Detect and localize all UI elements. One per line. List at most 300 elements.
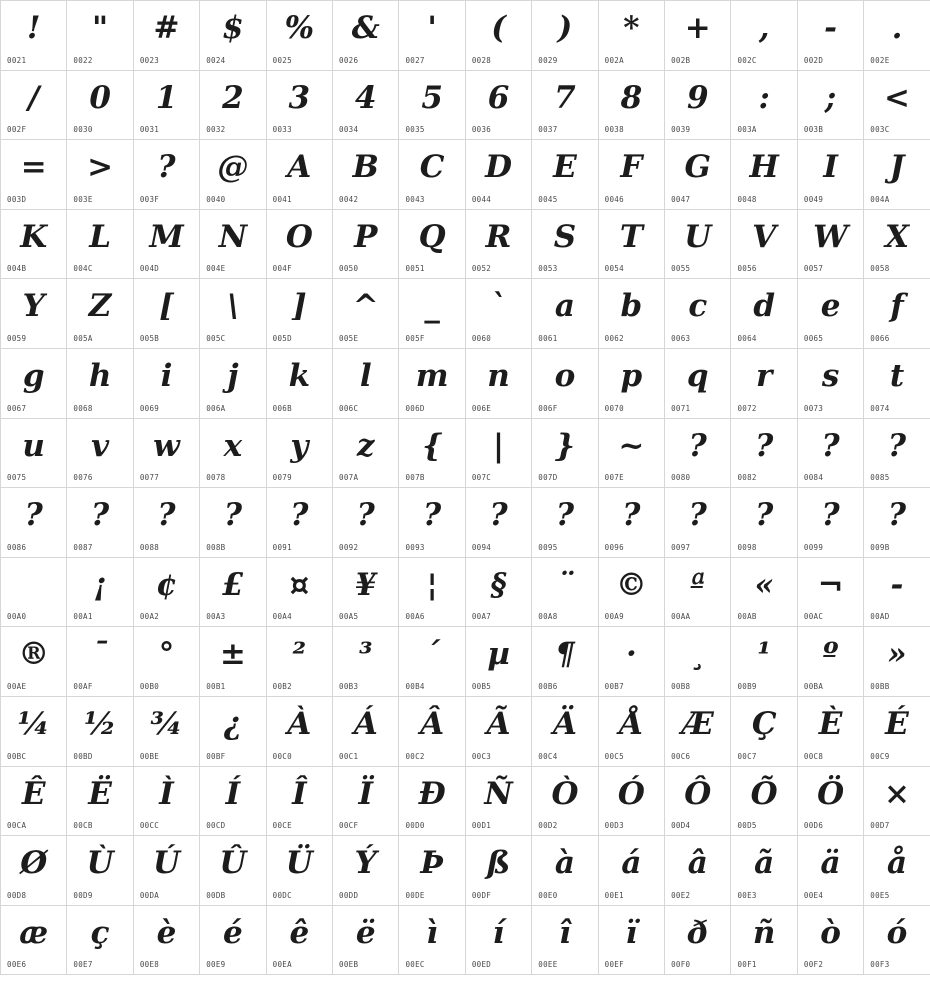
character-codepoint: 00DD [339,890,359,900]
character-cell[interactable] [1,1,67,71]
character-cell[interactable] [731,627,797,697]
character-glyph: > [87,149,114,186]
character-cell[interactable] [864,697,930,767]
character-cell[interactable] [67,488,133,558]
character-cell[interactable] [864,1,930,71]
character-cell[interactable] [200,140,266,210]
character-cell[interactable] [532,836,598,906]
character-cell[interactable] [864,488,930,558]
character-glyph: L [89,218,111,255]
character-cell[interactable] [665,906,731,976]
character-glyph: ! [26,10,41,46]
character-glyph: ª [690,566,706,603]
character-cell[interactable] [599,906,665,976]
character-cell[interactable] [67,558,133,628]
character-cell[interactable] [798,419,864,489]
character-cell[interactable] [599,627,665,697]
character-codepoint: 0034 [339,125,359,135]
character-cell[interactable] [67,767,133,837]
character-cell[interactable] [399,419,465,489]
character-cell[interactable] [1,558,67,628]
character-cell[interactable] [665,349,731,419]
character-cell[interactable] [466,697,532,767]
character-cell[interactable] [134,906,200,976]
character-cell[interactable] [1,906,67,976]
character-cell[interactable] [532,488,598,558]
character-glyph: ¿ [223,705,242,742]
character-glyph: å [886,845,908,882]
character-cell[interactable] [267,71,333,141]
character-cell[interactable] [134,210,200,280]
character-cell[interactable] [599,419,665,489]
character-cell[interactable] [333,767,399,837]
character-cell[interactable] [466,71,532,141]
character-codepoint: 0053 [538,264,558,274]
character-codepoint: 00A7 [471,612,492,622]
character-cell[interactable] [731,836,797,906]
character-codepoint: 00E5 [870,890,890,900]
character-glyph: À [287,705,312,742]
character-glyph: \ [227,288,239,325]
character-cell[interactable] [267,419,333,489]
character-cell[interactable] [399,697,465,767]
character-codepoint: 0086 [7,542,27,552]
character-cell[interactable] [532,697,598,767]
character-cell[interactable] [333,697,399,767]
character-codepoint: 00D6 [803,821,824,831]
character-cell[interactable] [599,140,665,210]
character-cell[interactable] [333,488,399,558]
character-glyph: h [88,357,112,394]
character-cell[interactable] [200,419,266,489]
character-cell[interactable] [333,558,399,628]
character-cell[interactable] [134,419,200,489]
character-cell[interactable] [466,1,532,71]
character-codepoint: 00D7 [870,821,890,831]
character-cell[interactable] [1,836,67,906]
character-cell[interactable] [67,627,133,697]
character-codepoint: 00F2 [803,960,824,970]
character-cell[interactable] [67,836,133,906]
character-cell[interactable] [599,767,665,837]
character-glyph: ? [755,427,774,464]
character-cell[interactable] [134,71,200,141]
character-cell[interactable] [267,697,333,767]
character-cell[interactable] [731,419,797,489]
character-cell[interactable] [399,279,465,349]
character-codepoint: 0088 [139,542,160,552]
character-glyph: n [487,357,510,394]
character-cell[interactable] [67,1,133,71]
character-codepoint: 0061 [538,333,558,343]
character-cell[interactable] [466,279,532,349]
character-cell[interactable] [532,210,598,280]
character-cell[interactable] [532,140,598,210]
character-glyph: ^ [352,288,379,325]
character-cell[interactable] [1,419,67,489]
character-codepoint: 00C1 [339,751,359,761]
character-cell[interactable] [333,1,399,71]
character-cell[interactable] [466,836,532,906]
character-cell[interactable] [731,906,797,976]
character-codepoint: 00C4 [538,751,558,761]
character-cell[interactable] [399,140,465,210]
character-cell[interactable] [399,627,465,697]
character-cell[interactable] [134,558,200,628]
character-cell[interactable] [532,419,598,489]
character-codepoint: 005D [272,333,292,343]
character-glyph: © [615,566,647,603]
character-glyph: z [356,427,375,464]
character-cell[interactable] [532,767,598,837]
character-cell[interactable] [798,627,864,697]
character-cell[interactable] [333,210,399,280]
character-glyph: g [22,357,45,394]
character-codepoint: 0048 [737,194,757,204]
character-codepoint: 00D3 [604,821,624,831]
character-cell[interactable] [798,906,864,976]
character-cell[interactable] [798,140,864,210]
character-cell[interactable] [599,210,665,280]
character-cell[interactable] [466,767,532,837]
character-cell[interactable] [200,627,266,697]
character-cell[interactable] [1,71,67,141]
character-cell[interactable] [67,140,133,210]
character-cell[interactable] [267,140,333,210]
character-codepoint: 00E7 [73,960,93,970]
character-cell[interactable] [333,349,399,419]
character-cell[interactable] [466,210,532,280]
character-codepoint: 00EC [405,960,425,970]
character-glyph: * [623,10,640,46]
character-cell[interactable] [200,279,266,349]
character-codepoint: 005C [206,333,226,343]
character-cell[interactable] [333,140,399,210]
character-cell[interactable] [466,488,532,558]
character-cell[interactable] [134,279,200,349]
character-glyph: P [354,218,378,255]
character-glyph: / [28,79,40,116]
character-cell[interactable] [731,210,797,280]
character-glyph: + [684,10,711,46]
character-cell[interactable] [200,488,266,558]
character-cell[interactable] [466,906,532,976]
character-cell[interactable] [864,836,930,906]
character-codepoint: 0043 [405,194,425,204]
character-cell[interactable] [267,767,333,837]
character-glyph: d [753,288,776,325]
character-cell[interactable] [200,349,266,419]
character-cell[interactable] [599,279,665,349]
character-cell[interactable] [399,558,465,628]
character-codepoint: 0072 [737,403,757,413]
character-cell[interactable] [67,906,133,976]
character-cell[interactable] [1,349,67,419]
character-glyph: t [889,357,905,394]
character-cell[interactable] [532,558,598,628]
character-cell[interactable] [665,697,731,767]
character-cell[interactable] [1,210,67,280]
character-cell[interactable] [399,349,465,419]
character-cell[interactable] [864,349,930,419]
character-codepoint: 00B7 [604,681,624,691]
character-cell[interactable] [798,71,864,141]
character-codepoint: 00DF [471,890,492,900]
character-cell[interactable] [200,836,266,906]
character-cell[interactable] [200,71,266,141]
character-codepoint: 00F1 [737,960,757,970]
character-cell[interactable] [267,488,333,558]
character-glyph: J [889,149,905,186]
character-cell[interactable] [532,349,598,419]
character-cell[interactable] [67,349,133,419]
character-glyph: D [485,149,512,186]
character-cell[interactable] [399,767,465,837]
character-codepoint: 005F [405,333,425,343]
character-codepoint: 00DA [139,890,160,900]
character-cell[interactable] [1,627,67,697]
character-cell[interactable] [864,140,930,210]
character-glyph: Þ [420,845,444,882]
character-cell[interactable] [67,71,133,141]
character-cell[interactable] [864,71,930,141]
character-cell[interactable] [798,210,864,280]
character-cell[interactable] [267,627,333,697]
character-glyph: ~ [618,427,645,464]
character-codepoint: 00EA [272,960,292,970]
character-codepoint: 00D9 [73,890,93,900]
character-cell[interactable] [532,1,598,71]
character-glyph: à [554,845,575,882]
character-cell[interactable] [333,419,399,489]
character-cell[interactable] [731,488,797,558]
character-codepoint: 003A [737,125,757,135]
character-glyph: Ç [751,705,777,742]
character-cell[interactable] [67,279,133,349]
character-glyph: < [883,79,910,116]
character-cell[interactable] [466,558,532,628]
character-cell[interactable] [731,349,797,419]
character-cell[interactable] [1,697,67,767]
character-cell[interactable] [731,140,797,210]
character-cell[interactable] [267,279,333,349]
character-cell[interactable] [200,697,266,767]
character-codepoint: 0079 [272,473,292,483]
character-glyph: @ [217,149,249,186]
character-cell[interactable] [599,1,665,71]
character-codepoint: 004E [206,264,226,274]
character-codepoint: 00D2 [538,821,558,831]
character-cell[interactable] [333,906,399,976]
character-cell[interactable] [399,210,465,280]
character-cell[interactable] [665,140,731,210]
character-cell[interactable] [134,767,200,837]
character-cell[interactable] [134,836,200,906]
character-cell[interactable] [798,349,864,419]
character-cell[interactable] [532,906,598,976]
character-glyph: ` [490,288,507,325]
character-cell[interactable] [665,279,731,349]
character-glyph: ð [687,914,709,951]
character-cell[interactable] [1,140,67,210]
character-codepoint: 0085 [870,473,890,483]
character-cell[interactable] [599,349,665,419]
character-cell[interactable] [1,279,67,349]
character-cell[interactable] [333,279,399,349]
character-cell[interactable] [466,627,532,697]
character-cell[interactable] [399,488,465,558]
character-cell[interactable] [466,140,532,210]
character-cell[interactable] [599,71,665,141]
character-cell[interactable] [200,1,266,71]
character-cell[interactable] [399,1,465,71]
character-cell[interactable] [864,627,930,697]
character-cell[interactable] [665,767,731,837]
character-cell[interactable] [399,71,465,141]
character-cell[interactable] [333,71,399,141]
character-codepoint: 00DC [272,890,292,900]
character-cell[interactable] [1,767,67,837]
character-codepoint: 0046 [604,194,624,204]
character-glyph: Ô [684,775,712,812]
character-cell[interactable] [532,627,598,697]
character-cell[interactable] [665,419,731,489]
character-cell[interactable] [665,627,731,697]
character-cell[interactable] [532,279,598,349]
character-glyph: ] [291,288,307,325]
character-glyph: ´ [424,636,440,673]
character-glyph: ï [625,914,638,951]
character-cell[interactable] [134,627,200,697]
character-cell[interactable] [399,836,465,906]
character-cell[interactable] [466,349,532,419]
character-cell[interactable] [798,1,864,71]
character-codepoint: 0087 [73,542,93,552]
character-codepoint: 00B5 [471,681,492,691]
character-cell[interactable] [665,71,731,141]
character-codepoint: 00E4 [803,890,824,900]
character-codepoint: 004B [7,264,27,274]
character-cell[interactable] [134,488,200,558]
character-cell[interactable] [864,279,930,349]
character-cell[interactable] [798,558,864,628]
character-cell[interactable] [731,1,797,71]
character-cell[interactable] [134,140,200,210]
character-cell[interactable] [798,488,864,558]
character-cell[interactable] [599,836,665,906]
character-cell[interactable] [798,767,864,837]
character-cell[interactable] [267,906,333,976]
character-cell[interactable] [200,906,266,976]
character-glyph: § [490,566,507,603]
character-glyph: f [890,288,904,325]
character-cell[interactable] [798,697,864,767]
character-glyph: r [756,357,773,394]
character-glyph: Õ [750,775,778,812]
character-glyph: Ï [358,775,373,812]
character-cell[interactable] [333,627,399,697]
character-glyph: £ [222,566,244,603]
character-cell[interactable] [67,697,133,767]
character-cell[interactable] [267,210,333,280]
character-cell[interactable] [333,836,399,906]
character-cell[interactable] [134,349,200,419]
character-cell[interactable] [267,349,333,419]
character-cell[interactable] [798,836,864,906]
character-cell[interactable] [731,279,797,349]
character-glyph: v [91,427,110,464]
character-cell[interactable] [67,210,133,280]
character-cell[interactable] [1,488,67,558]
character-cell[interactable] [864,210,930,280]
character-cell[interactable] [798,279,864,349]
character-cell[interactable] [665,210,731,280]
character-glyph: ê [289,914,310,951]
character-codepoint: 002D [803,55,824,65]
character-glyph: È [818,705,843,742]
character-cell[interactable] [864,767,930,837]
character-cell[interactable] [731,558,797,628]
character-glyph: T [619,218,643,255]
character-cell[interactable] [399,906,465,976]
character-codepoint: 00ED [471,960,492,970]
character-cell[interactable] [200,767,266,837]
character-codepoint: 0082 [737,473,757,483]
character-cell[interactable] [864,558,930,628]
character-glyph: i [160,357,173,394]
character-cell[interactable] [599,558,665,628]
character-codepoint: 00D0 [405,821,425,831]
character-codepoint: 00A3 [206,612,226,622]
character-cell[interactable] [200,210,266,280]
character-cell[interactable] [267,836,333,906]
character-cell[interactable] [134,697,200,767]
character-glyph: u [22,427,45,464]
character-cell[interactable] [599,488,665,558]
character-cell[interactable] [731,697,797,767]
character-codepoint: 00C0 [272,751,292,761]
character-cell[interactable] [267,558,333,628]
character-codepoint: 0028 [471,55,492,65]
character-cell[interactable] [864,419,930,489]
character-cell[interactable] [731,71,797,141]
character-glyph: è [156,914,177,951]
character-cell[interactable] [466,419,532,489]
character-cell[interactable] [665,1,731,71]
character-cell[interactable] [599,697,665,767]
character-codepoint: 006E [471,403,492,413]
character-cell[interactable] [665,836,731,906]
character-codepoint: 00E6 [7,960,27,970]
character-cell[interactable] [665,488,731,558]
character-glyph: 1 [155,79,178,116]
character-cell[interactable] [200,558,266,628]
character-codepoint: 00E9 [206,960,226,970]
character-cell[interactable] [532,71,598,141]
character-cell[interactable] [134,1,200,71]
character-glyph: } [554,427,575,464]
character-glyph: a [554,288,575,325]
character-cell[interactable] [267,1,333,71]
character-codepoint: 00CA [7,821,27,831]
character-glyph: Ã [486,705,511,742]
character-cell[interactable] [665,558,731,628]
character-codepoint: 00A8 [538,612,558,622]
character-glyph: ? [821,427,840,464]
character-cell[interactable] [864,906,930,976]
character-cell[interactable] [67,419,133,489]
character-cell[interactable] [731,767,797,837]
